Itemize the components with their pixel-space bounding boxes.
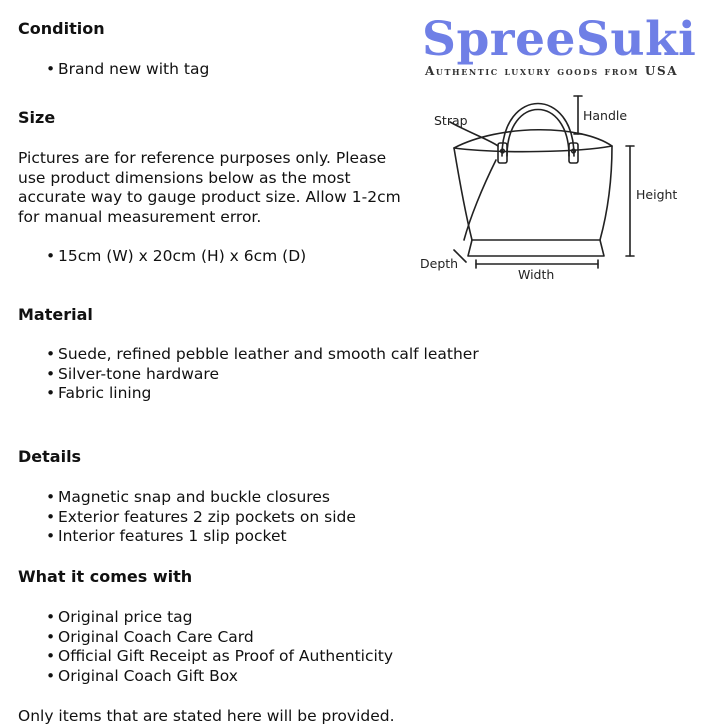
list-item: • Original Coach Gift Box [46, 667, 393, 687]
list-item: • Fabric lining [46, 384, 479, 404]
list-item: • Suede, refined pebble leather and smooth calf leather [46, 345, 479, 365]
list-item: • Exterior features 2 zip pockets on side [46, 508, 356, 528]
material-list [46, 345, 479, 404]
depth-label: Depth [420, 256, 459, 271]
list-item: • Brand new with tag [46, 60, 209, 80]
logo-tagline: Authentic luxury goods from USA [425, 64, 679, 78]
bag-dimensions-diagram [410, 88, 710, 288]
size-description: Pictures are for reference purposes only. Please use product dimensions below as the most accurate way to gauge product size. Allow 1-2cm for manual measurement error. [18, 149, 401, 226]
comes-with-list [46, 608, 393, 686]
list-item: • Official Gift Receipt as Proof of Authenticity [46, 647, 393, 667]
logo-wordmark: SpreeSuki [422, 12, 697, 67]
size-list [46, 247, 306, 267]
size-heading: Size [18, 108, 56, 127]
height-label: Height [636, 187, 678, 202]
width-label: Width [518, 267, 555, 282]
spreesuki-logo [422, 12, 718, 84]
list-item: • Original price tag [46, 608, 393, 628]
details-heading: Details [18, 447, 82, 466]
list-item: • Interior features 1 slip pocket [46, 527, 356, 547]
material-heading: Material [18, 305, 93, 324]
footer-note: Only items that are stated here will be provided. [18, 707, 395, 725]
details-list [46, 488, 356, 547]
condition-heading: Condition [18, 19, 105, 38]
condition-list [46, 60, 209, 80]
list-item: • Silver-tone hardware [46, 365, 479, 385]
list-item: • 15cm (W) x 20cm (H) x 6cm (D) [46, 247, 306, 267]
handle-label: Handle [583, 108, 628, 123]
strap-label: Strap [434, 113, 468, 128]
list-item: • Original Coach Care Card [46, 628, 393, 648]
list-item: • Magnetic snap and buckle closures [46, 488, 356, 508]
comes-with-heading: What it comes with [18, 567, 193, 586]
